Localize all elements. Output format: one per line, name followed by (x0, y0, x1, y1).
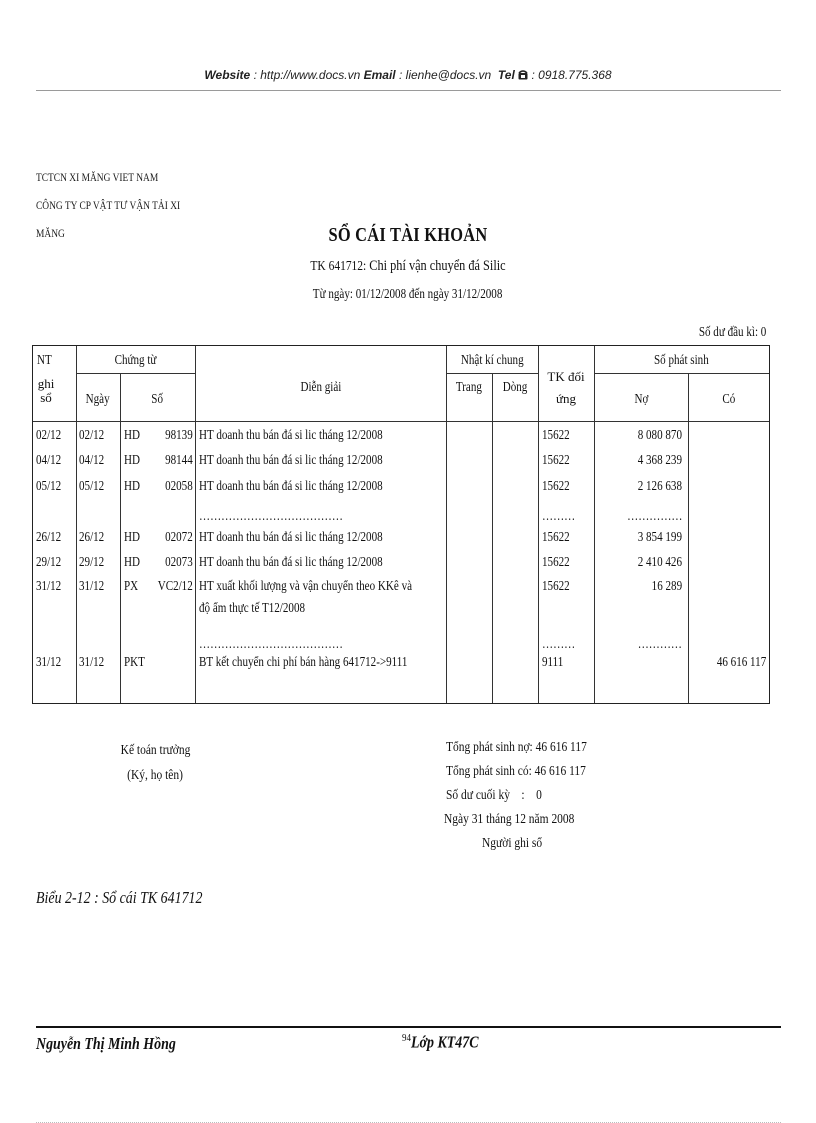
class-label: $^{94}$Lớp KT47C (402, 1032, 479, 1052)
total-credit: Tổng phát sinh có: 46 616 117 (446, 764, 586, 779)
cell-co (690, 478, 766, 494)
author-name: Nguyễn Thị Minh Hồng (36, 1034, 176, 1053)
total-debit: Tổng phát sinh nợ: 46 616 117 (446, 740, 587, 755)
cell-desc: HT doanh thu bán đá si lic tháng 12/2008 (199, 478, 383, 493)
footer-divider (36, 1026, 781, 1028)
cell-so-a: PKT (124, 654, 145, 669)
tel-number: : 0918.775.368 (531, 68, 612, 82)
cell-desc: HT doanh thu bán đá si lic tháng 12/2008 (199, 554, 383, 569)
col-divider (446, 346, 447, 703)
cell-no: 2 410 426 (637, 554, 682, 569)
cell-ngay: 26/12 (79, 529, 105, 544)
cell-nt: 31/12 (36, 578, 62, 593)
cell-ngay: 31/12 (79, 654, 105, 669)
chief-accountant-block (100, 738, 210, 788)
col-divider (195, 346, 196, 703)
account-name: Chi phí vận chuyển đá Silic (369, 258, 506, 274)
header-chung-tu: Chứng từ (114, 352, 157, 367)
opening-balance: Số dư đầu kì: 0 (698, 324, 766, 339)
cell-so-b (141, 636, 193, 652)
cell-no: ………… (637, 636, 682, 651)
cell-nt: 04/12 (36, 452, 62, 467)
cell-co (690, 427, 766, 443)
account-subtitle (0, 258, 816, 275)
cell-tk: 15622 (542, 554, 570, 569)
cell-desc: HT xuất khối lượng và vận chuyển theo KKê và (199, 578, 413, 593)
col-divider (492, 373, 493, 703)
cell-so-a: HD (124, 554, 140, 569)
header-trang: Trang (455, 379, 483, 394)
ledger-table (32, 345, 770, 704)
cell-no: 8 080 870 (637, 427, 682, 442)
cell-nt: 26/12 (36, 529, 62, 544)
cell-desc: HT doanh thu bán đá si lic tháng 12/2008 (199, 427, 383, 442)
header-no: Nợ (634, 391, 648, 406)
header-so: Số (151, 391, 164, 406)
date-range: Từ ngày: 01/12/2008 đến ngày 31/12/2008 (313, 286, 503, 301)
cell-nt (36, 636, 76, 652)
cell-so-b: 02058 (165, 478, 193, 493)
cell-nt: 05/12 (36, 478, 62, 493)
phone-icon (518, 69, 528, 83)
cell-no: 4 368 239 (637, 452, 682, 467)
cell-no: 3 854 199 (637, 529, 682, 544)
cell-ngay: 04/12 (79, 452, 105, 467)
totals-block (446, 736, 618, 856)
chief-accountant-role: Kế toán trưởng (120, 743, 190, 758)
recorder-label: Người ghi sổ (482, 836, 543, 851)
cell-ngay: 29/12 (79, 554, 105, 569)
cell-tk: ……… (542, 508, 576, 523)
cell-so-a: HD (124, 529, 140, 544)
cell-so-b: 98144 (165, 452, 193, 467)
header-divider (36, 90, 781, 91)
email-label: Email (363, 68, 396, 82)
cell-ngay: 31/12 (79, 578, 105, 593)
page-number: 94 (402, 1032, 412, 1044)
cell-no: 16 289 (651, 578, 682, 593)
cell-ngay: 05/12 (79, 478, 105, 493)
cell-so-b: VC2/12 (157, 578, 193, 593)
cell-no (596, 654, 682, 670)
cell-desc: HT doanh thu bán đá si lic tháng 12/2008 (199, 529, 383, 544)
company-line-1: TCTCN XI MĂNG VIET NAM (36, 172, 159, 184)
cell-nt (36, 508, 76, 524)
cell-ngay (79, 636, 119, 652)
cell-ngay: 02/12 (79, 427, 105, 442)
cell-nt: 29/12 (36, 554, 62, 569)
cell-co (690, 636, 766, 652)
ledger-title: SỔ CÁI TÀI KHOẢN (328, 224, 488, 246)
closing-balance: Số dư cuối kỳ : 0 (446, 788, 542, 803)
account-code: TK 641712: (310, 259, 367, 274)
website-url[interactable]: : http://www.docs.vn (253, 68, 361, 82)
row-divider (446, 373, 538, 374)
cell-tk: 15622 (542, 478, 570, 493)
cell-tk: 15622 (542, 452, 570, 467)
company-line-2: CÔNG TY CP VẬT TƯ VẬN TẢI XI (36, 200, 181, 212)
cell-co (690, 554, 766, 570)
header-co: Có (722, 391, 735, 406)
signing-date: Ngày 31 tháng 12 năm 2008 (444, 812, 575, 827)
cell-so-b: 98139 (165, 427, 193, 442)
header-nt: NT (37, 352, 52, 367)
company-line-3: MĂNG (36, 228, 65, 240)
cell-so-a: HD (124, 427, 140, 442)
cell-no: …………… (626, 508, 682, 523)
cell-tk: 15622 (542, 427, 570, 442)
row-divider (594, 373, 769, 374)
cell-co: 46 616 117 (716, 654, 766, 669)
row-divider (76, 373, 195, 374)
cell-so-b (141, 654, 193, 670)
cell-co (690, 452, 766, 468)
header-nhat-ki-chung: Nhật kí chung (460, 352, 524, 367)
cell-desc: HT doanh thu bán đá si lic tháng 12/2008 (199, 452, 383, 467)
website-label: Website (204, 68, 251, 82)
chief-accountant-note: (Ký, họ tên) (127, 768, 183, 783)
col-divider (688, 373, 689, 703)
cell-tk: 15622 (542, 578, 570, 593)
cell-tk: 15622 (542, 529, 570, 544)
header-ngay: Ngày (86, 391, 110, 406)
cell-ngay (79, 508, 119, 524)
cell-nt: 31/12 (36, 654, 62, 669)
cell-co (690, 508, 766, 524)
cell-tk: 9111 (542, 654, 564, 669)
website-header (0, 68, 816, 83)
cell-so-b (141, 508, 193, 524)
cell-desc: ………………………………… (199, 636, 343, 651)
tel-label: Tel (497, 68, 515, 82)
cell-so-a: PX (124, 578, 139, 593)
cell-desc: BT kết chuyển chi phí bán hàng 641712->9111 (199, 654, 408, 669)
figure-caption: Biểu 2-12 : Sổ cái TK 641712 (36, 888, 203, 907)
header-dong: Dòng (502, 379, 528, 394)
cell-so-b: 02073 (165, 554, 193, 569)
header-bottom-line (33, 421, 769, 422)
cell-so-a: HD (124, 478, 140, 493)
cell-desc: ………………………………… (199, 508, 343, 523)
cell-so-b: 02072 (165, 529, 193, 544)
cell-co (690, 578, 766, 594)
cell-no: 2 126 638 (637, 478, 682, 493)
cell-tk: ……… (542, 636, 576, 651)
col-divider (120, 373, 121, 703)
cell-nt: 02/12 (36, 427, 62, 442)
header-dien-giai: Diễn giải (300, 379, 341, 394)
cell-so-a: HD (124, 452, 140, 467)
cell-desc-continued: độ ẩm thực tế T12/2008 (199, 600, 306, 615)
header-so-phat-sinh: Số phát sinh (654, 352, 709, 367)
email-address[interactable]: : lienhe@docs.vn (398, 68, 492, 82)
header-ghi-so: ghi sổ (37, 376, 55, 405)
header-tk-doi-ung: TK đối ứng (547, 369, 585, 406)
cell-co (690, 529, 766, 545)
col-divider (538, 346, 539, 703)
